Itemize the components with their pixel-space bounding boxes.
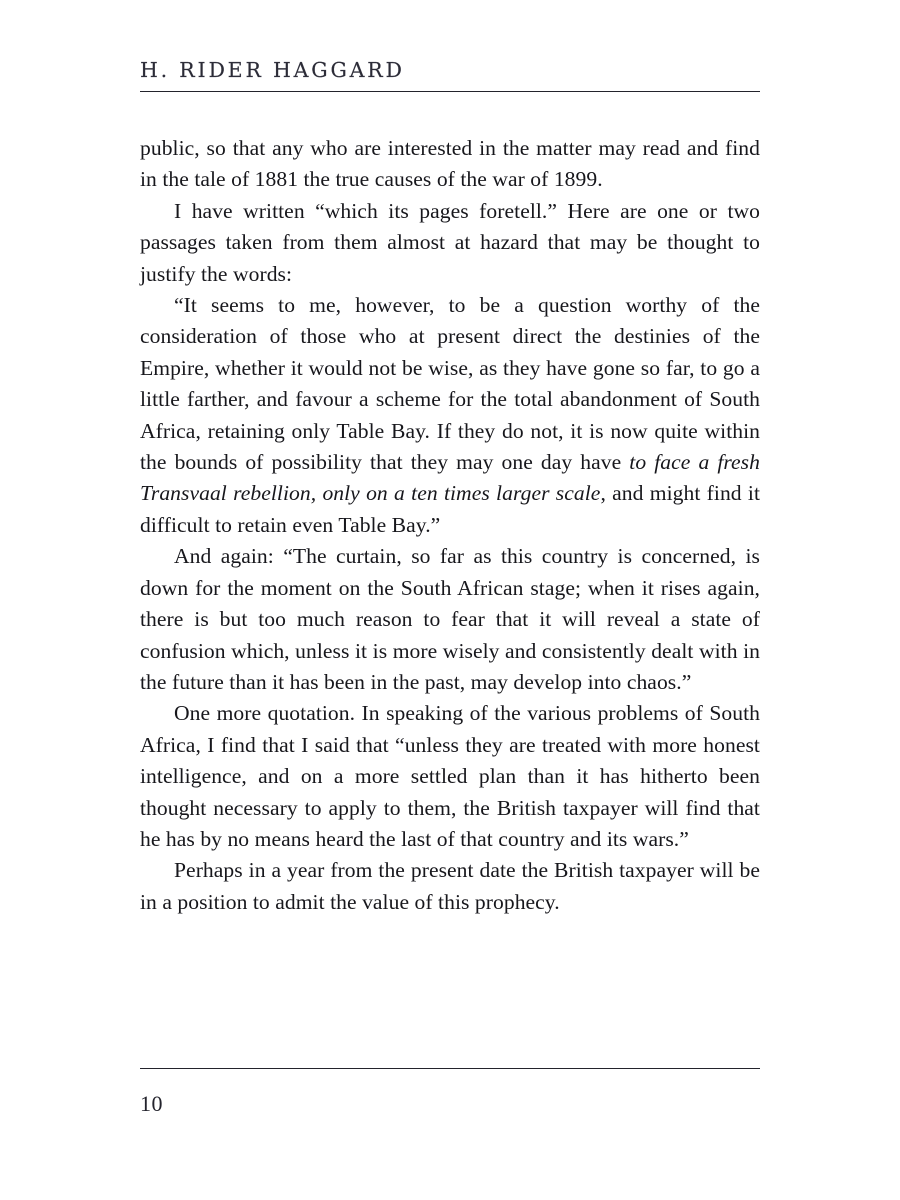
paragraph xyxy=(140,698,760,855)
footer-rule xyxy=(140,1068,760,1069)
paragraph xyxy=(140,290,760,541)
paragraph xyxy=(140,196,760,290)
page-number: 10 xyxy=(140,1091,163,1116)
text-run: And again: “The curtain, so far as this country is concerned, is down for the moment on the South African stage; when it rises again, there is but too much reason to fear that it will reveal a state of confusion which, unless it is more wisely and consistently dealt with in the future than it has been in the past, may develop into chaos.” xyxy=(140,544,760,694)
text-run: “It seems to me, however, to be a question worthy of the consideration of those who at present direct the destinies of the Empire, whether it would not be wise, as they have gone so far, to go a little farther, and favour a scheme for the total abandonment of South Africa, retaining only Table Bay. If they do not, it is now quite within the bounds of possibility that they may one day have xyxy=(140,293,760,475)
page-footer xyxy=(140,1068,760,1117)
text-run: Perhaps in a year from the present date the British taxpayer will be in a position to admit the value of this prophecy. xyxy=(140,858,760,914)
text-run: public, so that any who are interested in the matter may read and find in the tale of 1881 the true causes of the war of 1899. xyxy=(140,136,760,192)
paragraph xyxy=(140,855,760,918)
running-head: H. RIDER HAGGARD xyxy=(140,58,405,82)
paragraph xyxy=(140,133,760,196)
text-run: , and might find it difficult to retain even Table Bay.” xyxy=(140,481,761,537)
text-run: One more quotation. In speaking of the various problems of South Africa, I find that I said that “unless they are treated with more honest intelligence, and on a more settled plan than it has hitherto been thought necessary to apply to them, the British taxpayer will find that he has by no means heard the last of that country and its wars.” xyxy=(140,701,760,851)
italic-run: to face a fresh Transvaal rebellion, only on a ten times larger scale xyxy=(140,450,760,506)
body-text xyxy=(140,133,760,918)
page-header xyxy=(140,58,760,92)
text-run: I have written “which its pages foretell.” Here are one or two passages taken from them almost at hazard that may be thought to justify the words: xyxy=(140,198,760,286)
paragraph xyxy=(140,541,760,698)
header-rule xyxy=(140,91,760,92)
